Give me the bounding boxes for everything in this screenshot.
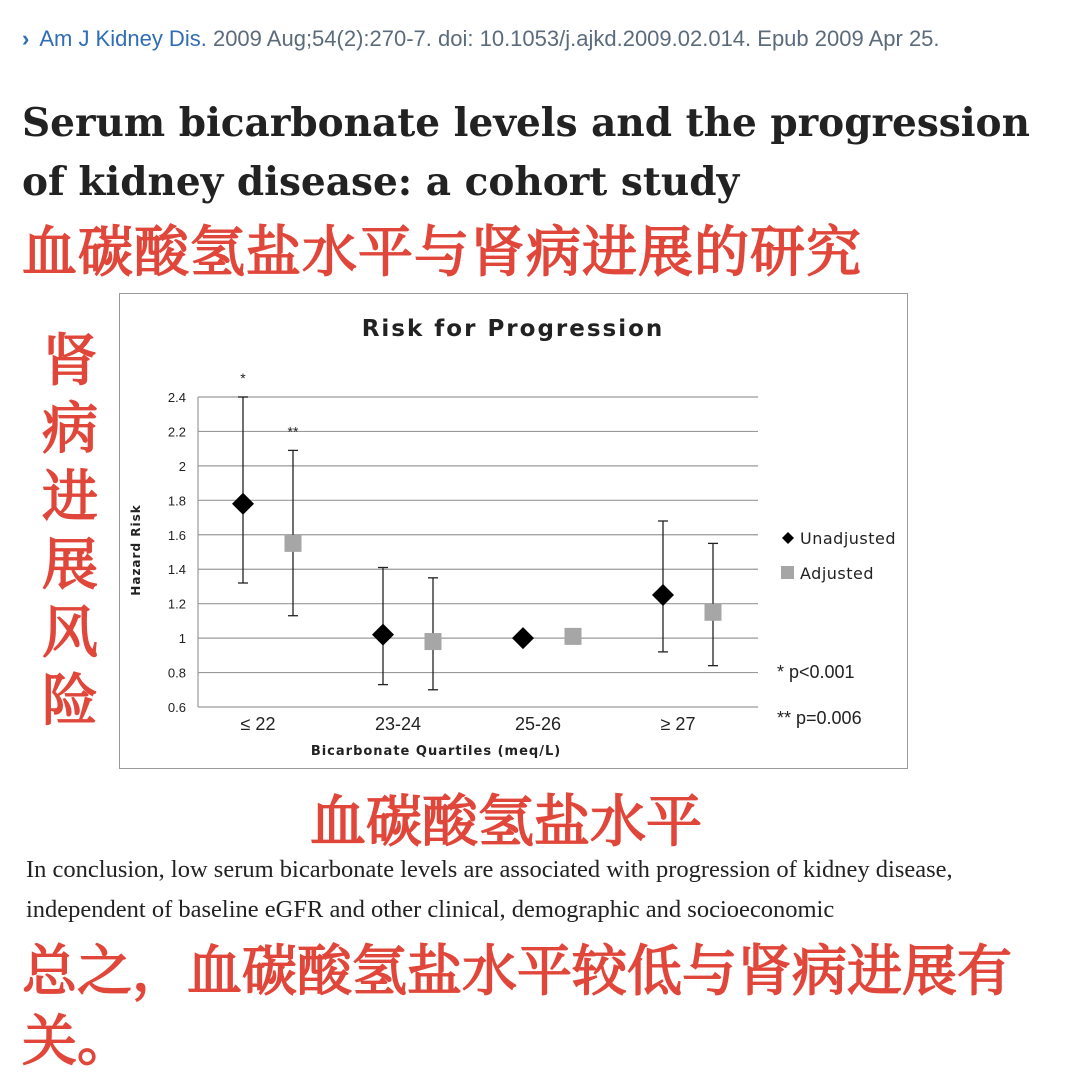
significance-marker: **: [287, 423, 299, 440]
data-point-adjusted: [705, 604, 722, 621]
y-tick-label: 1.2: [167, 596, 186, 612]
x-tick-label: 25-26: [514, 714, 562, 734]
y-tick-label: 1: [178, 631, 186, 647]
data-point-unadjusted: [652, 584, 674, 606]
side-char: 险: [42, 669, 98, 734]
journal-link[interactable]: Am J Kidney Dis.: [39, 26, 207, 51]
side-char: 肾: [42, 329, 98, 394]
article-title-chinese: 血碳酸氢盐水平与肾病进展的研究: [22, 220, 863, 284]
data-point-adjusted: [565, 628, 582, 645]
footnote-p1: * p<0.001: [777, 662, 855, 682]
y-tick-label: 1.8: [167, 493, 186, 509]
y-tick-label: 2.2: [167, 424, 186, 440]
y-axis-title: Hazard Risk: [129, 504, 143, 596]
legend-label-adjusted: Adjusted: [800, 564, 875, 583]
data-point-unadjusted: [372, 624, 394, 646]
x-tick-label: 23-24: [374, 714, 422, 734]
conclusion-chinese: 总之，血碳酸氢盐水平较低与肾病进展有关。: [22, 939, 1013, 1073]
data-point-unadjusted: [232, 493, 254, 515]
y-tick-label: 1.4: [167, 562, 186, 578]
legend-diamond-icon: [782, 532, 794, 544]
y-axis-chinese-label: [38, 328, 102, 736]
chart-container: [119, 293, 908, 769]
y-tick-label: 1.6: [167, 527, 186, 543]
hazard-risk-chart: [120, 294, 907, 768]
citation-details: 2009 Aug;54(2):270-7. doi: 10.1053/j.ajkd.2009.02.014. Epub 2009 Apr 25.: [212, 26, 940, 51]
side-char: 病: [42, 397, 98, 462]
y-tick-label: 2.4: [167, 390, 186, 405]
y-tick-label: 0.8: [167, 665, 186, 681]
legend-square-icon: [781, 566, 794, 579]
side-char: 进: [42, 465, 98, 530]
y-tick-label: 2: [178, 458, 186, 474]
data-point-unadjusted: [512, 627, 534, 649]
side-char: 展: [42, 533, 98, 598]
chevron-right-icon[interactable]: ›: [22, 26, 30, 51]
data-point-adjusted: [285, 535, 302, 552]
legend-label-unadjusted: Unadjusted: [800, 529, 897, 548]
citation-line: [22, 26, 940, 52]
footnote-p2: ** p=0.006: [777, 708, 862, 728]
conclusion-english: In conclusion, low serum bicarbonate levels are associated with progression of kidney disease, independent of baseline eGFR and other clinical, demographic and socioeconomic: [26, 856, 953, 923]
x-axis-chinese-label: 血碳酸氢盐水平: [310, 790, 702, 855]
x-tick-label: ≤ 22: [240, 714, 276, 734]
side-char: 风: [42, 601, 98, 666]
x-axis-title: Bicarbonate Quartiles (meq/L): [310, 744, 562, 759]
chart-title: Risk for Progression: [361, 316, 665, 342]
data-point-adjusted: [425, 633, 442, 650]
y-tick-label: 0.6: [167, 700, 186, 715]
x-tick-label: ≥ 27: [660, 714, 696, 734]
significance-marker: *: [240, 370, 246, 386]
article-title: Serum bicarbonate levels and the progression of kidney disease: a cohort study: [22, 100, 1030, 205]
